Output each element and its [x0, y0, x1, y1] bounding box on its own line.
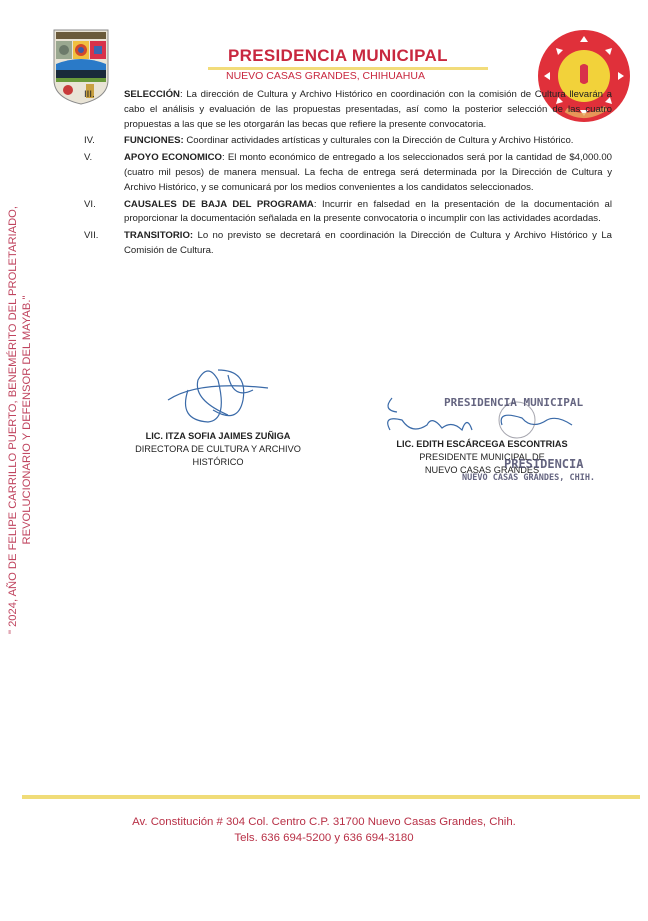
footer-divider [22, 795, 640, 799]
clause-text: La dirección de Cultura y Archivo Histórico en coordinación con la comisión de Cultura llevarán a cabo el análisis y evaluación de las propuestas presentadas, así como la posterior selección de las cuatro propuestas a las que se les otorgarán las becas que refiere la presente convocatoria. [124, 89, 612, 130]
clause-separator: : [179, 89, 183, 100]
signer-name: LIC. ITZA SOFIA JAIMES ZUÑIGA [145, 431, 291, 441]
stamp-line-1: PRESIDENCIA MUNICIPAL [444, 396, 584, 409]
clause-item [84, 88, 612, 132]
clause-item [84, 229, 612, 259]
stamp-line-2: PRESIDENCIA [504, 457, 584, 471]
clause-number: VI. [84, 198, 96, 210]
clause-item [84, 151, 612, 195]
signer-name: LIC. EDITH ESCÁRCEGA ESCONTRIAS [396, 439, 568, 449]
clause-heading: FUNCIONES: [124, 135, 184, 147]
clause-separator: : [222, 152, 225, 164]
signer-role-line-1: PRESIDENTE MUNICIPAL DE [419, 452, 545, 462]
handwritten-signature [158, 360, 278, 430]
clause-number: III. [84, 89, 95, 100]
clause-heading: SELECCIÓN [124, 89, 180, 100]
stamp-line-3: NUEVO CASAS GRANDES, CHIH. [462, 473, 596, 483]
clause-text: Incurrir en falsedad en la presentación de la documentación al proporcionar la documentación señalada en la presente convocatoria o incumplir con las actividades acordadas. [124, 198, 612, 225]
clause-item [84, 134, 612, 149]
convocatoria-clauses [84, 88, 612, 261]
clause-heading: TRANSITORIO: [124, 230, 194, 242]
signature-block-president [372, 396, 596, 483]
footer-contact [0, 814, 648, 846]
clause-heading: CAUSALES DE BAJA DEL PROGRAMA [124, 198, 314, 210]
signer-role-line-1: DIRECTORA DE CULTURA Y ARCHIVO [135, 444, 301, 454]
signature-block-director [118, 360, 318, 469]
organization-title: PRESIDENCIA MUNICIPAL [228, 46, 448, 65]
signer-role-line-2: NUEVO CASAS GRANDES [424, 465, 540, 475]
clause-text: Lo no previsto se decretará en coordinación la Dirección de Cultura y Archivo Histórico y La Comisión de Cultura. [124, 230, 612, 256]
clause-item [84, 198, 612, 228]
footer-address: Av. Constitución # 304 Col. Centro C.P. 31700 Nuevo Casas Grandes, Chih. [132, 816, 516, 828]
clause-text: El monto económico de entregado a los seleccionados será por la cantidad de $4,000.00 (cuatro mil pesos) de manera mensual. La fecha de entrega será determinada por la Dirección de Cultura y Archivo Histórico, y se comunicará por los medios convenientes a los candidatos seleccionados. [124, 152, 612, 193]
clause-text: Coordinar actividades artísticas y culturales con la Dirección de Cultura y Archivo Histórico. [183, 135, 574, 147]
clause-number: VII. [84, 230, 99, 242]
clause-number: V. [84, 152, 93, 164]
signer-role-line-2: HISTÓRICO [192, 457, 244, 467]
side-slogan [6, 150, 34, 690]
side-slogan-line-1: " 2024, AÑO DE FELIPE CARRILLO PUERTO, BENEMÉRITO DEL PROLETARIADO, [7, 206, 19, 634]
clause-heading: APOYO ECONOMICO [124, 152, 223, 164]
clause-separator: : [313, 198, 317, 210]
footer-phones: Tels. 636 694-5200 y 636 694-3180 [234, 832, 414, 844]
clause-number: IV. [84, 135, 95, 147]
side-slogan-line-2: REVOLUCIONARIO Y DEFENSOR DEL MAYAB." [21, 295, 33, 545]
organization-subtitle: NUEVO CASAS GRANDES, CHIHUAHUA [226, 70, 425, 82]
